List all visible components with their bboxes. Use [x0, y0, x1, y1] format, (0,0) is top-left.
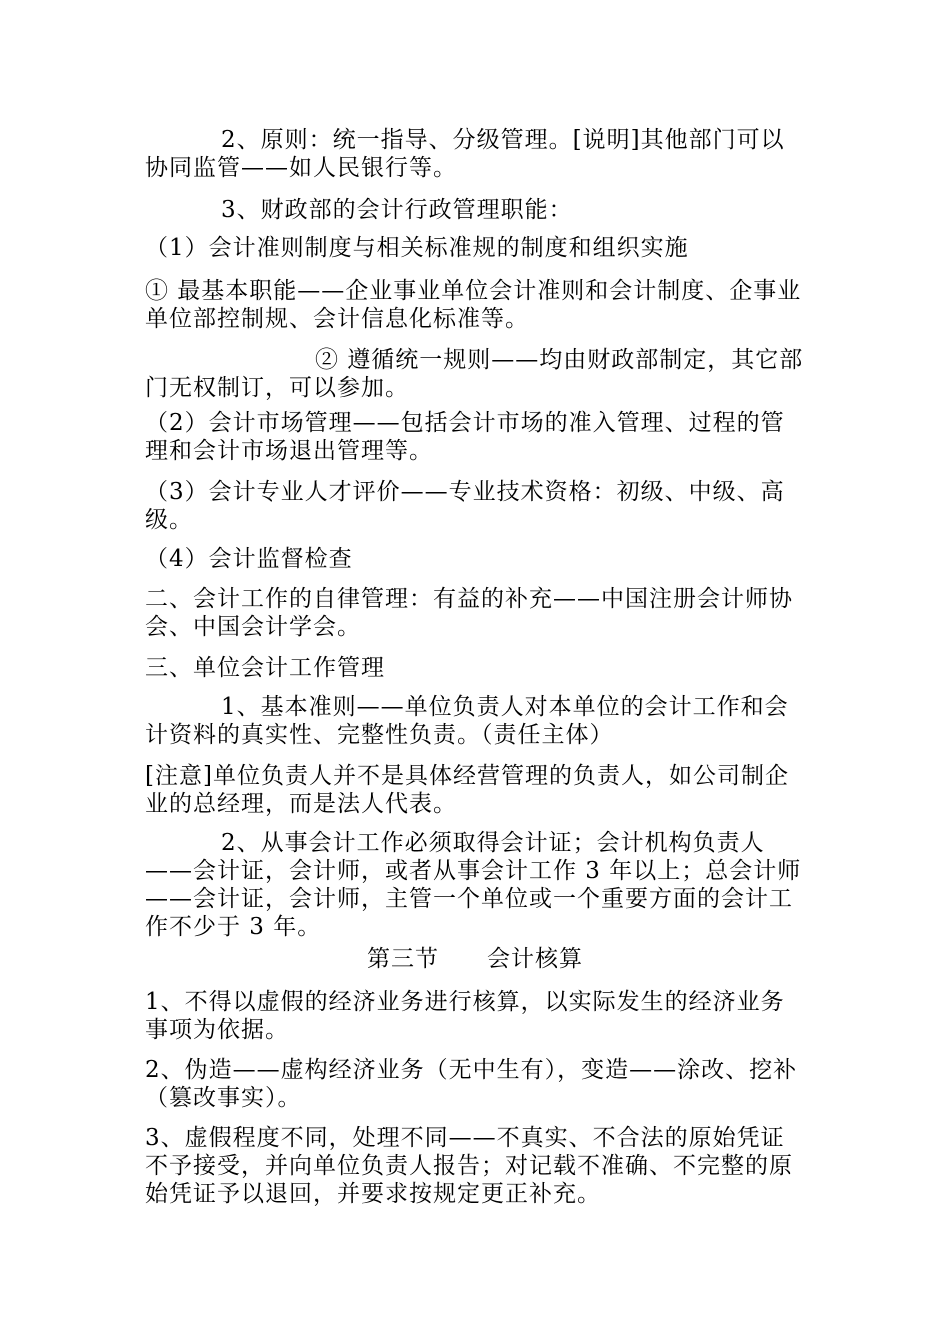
paragraph-note: [注意]单位负责人并不是具体经营管理的负责人，如公司制企业的总经理，而是法人代表。	[145, 763, 789, 817]
paragraph-item-1: （1）会计准则制度与相关标准规的制度和组织实施	[145, 235, 689, 261]
paragraph-basic-rule: 1、基本准则——单位负责人对本单位的会计工作和会计资料的真实性、完整性负责。（责任主体）	[145, 694, 789, 748]
section-title: 第三节 会计核算	[367, 946, 583, 972]
paragraph-item-1a: ① 最基本职能——企业事业单位会计准则和会计制度、企事业单位部控制规、会计信息化标准等。	[145, 278, 802, 332]
section-paragraph-3: 3、虚假程度不同，处理不同——不真实、不合法的原始凭证不予接受，并向单位负责人报告；对记载不准确、不完整的原始凭证予以退回，并要求按规定更正补充。	[145, 1125, 793, 1207]
paragraph-mof-functions: 3、财政部的会计行政管理职能：	[221, 197, 573, 223]
paragraph-item-2: （2）会计市场管理——包括会计市场的准入管理、过程的管理和会计市场退出管理等。	[145, 410, 785, 464]
paragraph-item-3: （3）会计专业人才评价——专业技术资格：初级、中级、高级。	[145, 479, 785, 533]
section-paragraph-2: 2、伪造——虚构经济业务（无中生有），变造——涂改、挖补（篡改事实）。	[145, 1057, 798, 1111]
paragraph-self-regulation: 二、会计工作的自律管理：有益的补充——中国注册会计师协会、中国会计学会。	[145, 586, 793, 640]
paragraph-item-1b: ② 遵循统一规则——均由财政部制定，其它部门无权制订，可以参加。	[145, 347, 804, 401]
paragraph-item-4: （4）会计监督检查	[145, 546, 353, 572]
section-paragraph-1: 1、不得以虚假的经济业务进行核算，以实际发生的经济业务事项为依据。	[145, 989, 785, 1043]
paragraph-unit-management: 三、单位会计工作管理	[145, 655, 385, 681]
paragraph-principle: 2、原则：统一指导、分级管理。[说明]其他部门可以协同监管——如人民银行等。	[145, 127, 785, 181]
paragraph-certificate: 2、从事会计工作必须取得会计证；会计机构负责人——会计证，会计师，或者从事会计工作 3 年以上；总会计师——会计证，会计师，主管一个单位或一个重要方面的会计工作不少于 3 年。	[145, 830, 802, 940]
